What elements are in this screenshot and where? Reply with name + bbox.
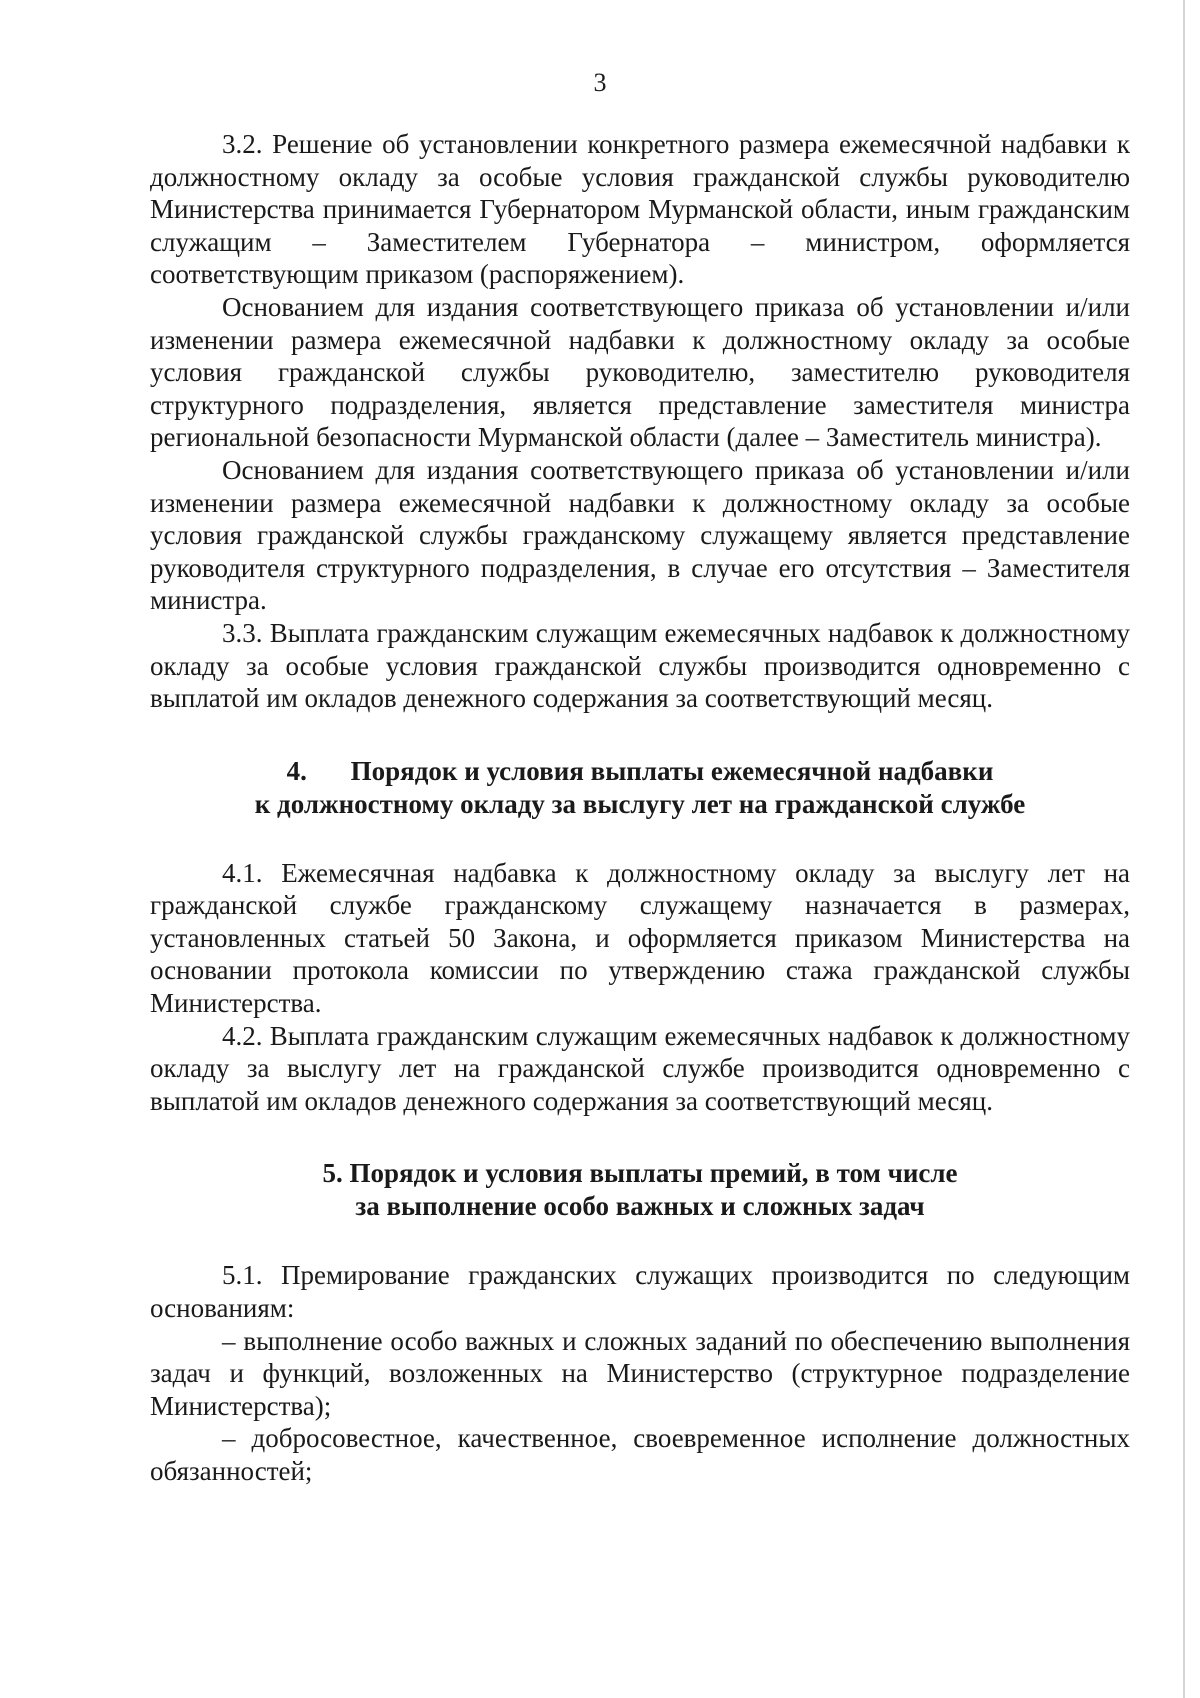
- paragraph-3-2: 3.2. Решение об установлении конкретного размера ежемесячной надбавки к должностному окладу за особые условия гражданской службы руководителю Министерства принимается Губернатором Мурманской области, иным гражданским служащим – Заместителем Губернатора – министром, оформляется соответствующим приказом (распоряжением).: [150, 129, 1130, 290]
- section-4-heading: [150, 755, 1130, 821]
- section-4-title-line1: Порядок и условия выплаты ежемесячной надбавки: [350, 755, 994, 786]
- paragraph-4-2: 4.2. Выплата гражданским служащим ежемесячных надбавок к должностному окладу за выслугу лет на гражданской службе производится одновременно с выплатой им окладов денежного содержания за соответствующий месяц.: [150, 1020, 1130, 1116]
- section-5-heading: [150, 1157, 1130, 1223]
- document-body: [150, 128, 1130, 1488]
- scan-edge-line: [1183, 0, 1185, 1698]
- list-item-duties: – добросовестное, качественное, своевременное исполнение должностных обязанностей;: [150, 1423, 1130, 1486]
- list-item-important-tasks: – выполнение особо важных и сложных заданий по обеспечению выполнения задач и функций, возложенных на Министерство (структурное подразделение Министерства);: [150, 1325, 1130, 1421]
- section-4-heading-line1: [150, 755, 1130, 788]
- section-5-title-line1: 5. Порядок и условия выплаты премий, в том числе: [322, 1158, 958, 1189]
- paragraph-basis-employees: Основанием для издания соответствующего приказа об установлении и/или изменении размера ежемесячной надбавки к должностному окладу за особые условия гражданской службы гражданскому служащему является представление руководителя структурного подразделения, в случае его отсутствия – Заместителя министра.: [150, 454, 1130, 616]
- page-number: 3: [593, 68, 607, 97]
- paragraph-4-1: 4.1. Ежемесячная надбавка к должностному окладу за выслугу лет на гражданской службе гражданскому служащему назначается в размерах, установленных статьей 50 Закона, и оформляется приказом Министерства на основании протокола комиссии по утверждению стажа гражданской службы Министерства.: [150, 857, 1130, 1019]
- paragraph-3-3: 3.3. Выплата гражданским служащим ежемесячных надбавок к должностному окладу за особые условия гражданской службы производится одновременно с выплатой им окладов денежного содержания за соответствующий месяц.: [150, 617, 1130, 714]
- section-4-number: 4.: [286, 755, 307, 786]
- section-4-title-line2: к должностному окладу за выслугу лет на гражданской службе: [254, 788, 1026, 819]
- section-5-title-line2: за выполнение особо важных и сложных задач: [355, 1191, 925, 1222]
- paragraph-basis-managers: Основанием для издания соответствующего приказа об установлении и/или изменении размера ежемесячной надбавки к должностному окладу за особые условия гражданской службы руководителю, заместителю руководителя структурного подразделения, является представление заместителя министра региональной безопасности Мурманской области (далее – Заместитель министра).: [150, 291, 1130, 453]
- paragraph-5-1: 5.1. Премирование гражданских служащих производится по следующим основаниям:: [150, 1260, 1130, 1324]
